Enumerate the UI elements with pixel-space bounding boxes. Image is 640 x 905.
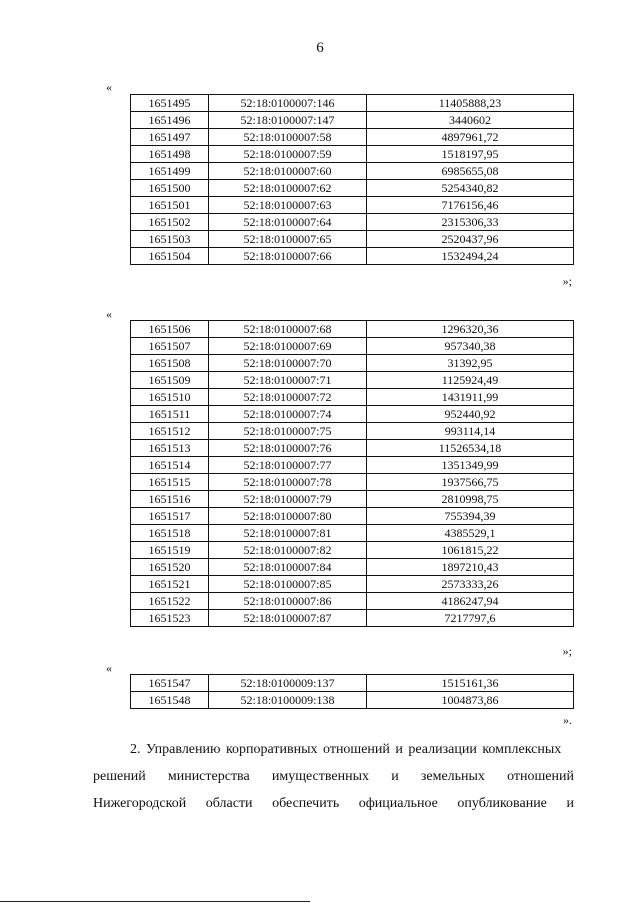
table-row xyxy=(131,214,574,231)
table-row xyxy=(131,474,574,491)
registry-number-cell: 1651515 xyxy=(131,474,209,491)
cadastral-number-cell: 52:18:0100007:65 xyxy=(209,231,367,248)
cadastral-table-3 xyxy=(130,674,574,709)
registry-number-cell: 1651501 xyxy=(131,197,209,214)
registry-number-cell: 1651500 xyxy=(131,180,209,197)
registry-number-cell: 1651548 xyxy=(131,692,209,709)
cadastral-number-cell: 52:18:0100007:70 xyxy=(209,355,367,372)
cadastral-number-cell: 52:18:0100007:72 xyxy=(209,389,367,406)
registry-number-cell: 1651517 xyxy=(131,508,209,525)
cadastral-number-cell: 52:18:0100007:85 xyxy=(209,576,367,593)
cadastral-number-cell: 52:18:0100009:137 xyxy=(209,675,367,692)
word: обеспечить xyxy=(272,796,340,811)
table-row xyxy=(131,338,574,355)
cadastral-number-cell: 52:18:0100007:76 xyxy=(209,440,367,457)
registry-number-cell: 1651547 xyxy=(131,675,209,692)
cadastral-number-cell: 52:18:0100007:75 xyxy=(209,423,367,440)
registry-number-cell: 1651496 xyxy=(131,112,209,129)
cadastral-number-cell: 52:18:0100007:68 xyxy=(209,321,367,338)
cadastral-number-cell: 52:18:0100007:84 xyxy=(209,559,367,576)
word: Нижегородской xyxy=(93,796,187,811)
value-cell: 7217797,6 xyxy=(367,610,574,627)
registry-number-cell: 1651516 xyxy=(131,491,209,508)
registry-number-cell: 1651506 xyxy=(131,321,209,338)
registry-number-cell: 1651503 xyxy=(131,231,209,248)
table-row xyxy=(131,542,574,559)
table-row xyxy=(131,372,574,389)
cadastral-number-cell: 52:18:0100007:74 xyxy=(209,406,367,423)
registry-number-cell: 1651519 xyxy=(131,542,209,559)
opening-quote: « xyxy=(106,661,112,675)
registry-number-cell: 1651522 xyxy=(131,593,209,610)
body-paragraph xyxy=(93,736,574,817)
table-row xyxy=(131,231,574,248)
opening-quote: « xyxy=(106,307,112,321)
cadastral-number-cell: 52:18:0100009:138 xyxy=(209,692,367,709)
registry-number-cell: 1651520 xyxy=(131,559,209,576)
registry-number-cell: 1651523 xyxy=(131,610,209,627)
value-cell: 6985655,08 xyxy=(367,163,574,180)
value-cell: 1937566,75 xyxy=(367,474,574,491)
value-cell: 1515161,36 xyxy=(367,675,574,692)
table-row xyxy=(131,559,574,576)
value-cell: 1004873,86 xyxy=(367,692,574,709)
cadastral-number-cell: 52:18:0100007:62 xyxy=(209,180,367,197)
paragraph-line: 2. Управлению корпоративных отношений и реализации комплексных xyxy=(130,742,562,757)
cadastral-number-cell: 52:18:0100007:64 xyxy=(209,214,367,231)
table-row xyxy=(131,508,574,525)
table-row xyxy=(131,389,574,406)
registry-number-cell: 1651502 xyxy=(131,214,209,231)
table-row xyxy=(131,197,574,214)
cadastral-number-cell: 52:18:0100007:69 xyxy=(209,338,367,355)
table-row xyxy=(131,576,574,593)
table-row xyxy=(131,112,574,129)
registry-number-cell: 1651521 xyxy=(131,576,209,593)
table-row xyxy=(131,457,574,474)
value-cell: 952440,92 xyxy=(367,406,574,423)
cadastral-number-cell: 52:18:0100007:147 xyxy=(209,112,367,129)
cadastral-number-cell: 52:18:0100007:81 xyxy=(209,525,367,542)
registry-number-cell: 1651495 xyxy=(131,95,209,112)
registry-number-cell: 1651509 xyxy=(131,372,209,389)
word: отношений xyxy=(507,769,574,784)
cadastral-number-cell: 52:18:0100007:60 xyxy=(209,163,367,180)
cadastral-number-cell: 52:18:0100007:87 xyxy=(209,610,367,627)
table-row xyxy=(131,593,574,610)
cadastral-number-cell: 52:18:0100007:78 xyxy=(209,474,367,491)
word: опубликование xyxy=(457,796,547,811)
cadastral-number-cell: 52:18:0100007:79 xyxy=(209,491,367,508)
word: области xyxy=(205,796,253,811)
value-cell: 11405888,23 xyxy=(367,95,574,112)
value-cell: 1125924,49 xyxy=(367,372,574,389)
registry-number-cell: 1651508 xyxy=(131,355,209,372)
value-cell: 2315306,33 xyxy=(367,214,574,231)
closing-quote: »; xyxy=(562,274,572,288)
registry-number-cell: 1651513 xyxy=(131,440,209,457)
value-cell: 755394,39 xyxy=(367,508,574,525)
cadastral-number-cell: 52:18:0100007:82 xyxy=(209,542,367,559)
registry-number-cell: 1651507 xyxy=(131,338,209,355)
closing-quote: »; xyxy=(562,644,572,658)
value-cell: 11526534,18 xyxy=(367,440,574,457)
registry-number-cell: 1651511 xyxy=(131,406,209,423)
cadastral-number-cell: 52:18:0100007:63 xyxy=(209,197,367,214)
paragraph-line xyxy=(93,790,574,817)
value-cell: 31392,95 xyxy=(367,355,574,372)
value-cell: 1351349,99 xyxy=(367,457,574,474)
table-row xyxy=(131,692,574,709)
cadastral-number-cell: 52:18:0100007:66 xyxy=(209,248,367,265)
table-row xyxy=(131,248,574,265)
cadastral-number-cell: 52:18:0100007:71 xyxy=(209,372,367,389)
cadastral-number-cell: 52:18:0100007:58 xyxy=(209,129,367,146)
value-cell: 5254340,82 xyxy=(367,180,574,197)
table-row xyxy=(131,146,574,163)
table-row xyxy=(131,423,574,440)
word: и xyxy=(391,769,399,784)
value-cell: 1518197,95 xyxy=(367,146,574,163)
word: имущественных xyxy=(271,769,370,784)
value-cell: 2573333,26 xyxy=(367,576,574,593)
paragraph-line xyxy=(93,763,574,790)
table-row xyxy=(131,180,574,197)
value-cell: 957340,38 xyxy=(367,338,574,355)
cadastral-table-1 xyxy=(130,94,574,265)
closing-quote: ». xyxy=(563,713,572,727)
table-row xyxy=(131,525,574,542)
table-row xyxy=(131,355,574,372)
page-edge-rule xyxy=(0,901,310,902)
cadastral-number-cell: 52:18:0100007:86 xyxy=(209,593,367,610)
value-cell: 7176156,46 xyxy=(367,197,574,214)
value-cell: 2810998,75 xyxy=(367,491,574,508)
page-number: 6 xyxy=(316,40,324,56)
table-row xyxy=(131,95,574,112)
registry-number-cell: 1651514 xyxy=(131,457,209,474)
value-cell: 1296320,36 xyxy=(367,321,574,338)
registry-number-cell: 1651504 xyxy=(131,248,209,265)
table-row xyxy=(131,321,574,338)
registry-number-cell: 1651497 xyxy=(131,129,209,146)
table-row xyxy=(131,163,574,180)
word: официальное xyxy=(358,796,438,811)
registry-number-cell: 1651498 xyxy=(131,146,209,163)
word: и xyxy=(566,796,574,811)
registry-number-cell: 1651499 xyxy=(131,163,209,180)
cadastral-number-cell: 52:18:0100007:77 xyxy=(209,457,367,474)
cadastral-number-cell: 52:18:0100007:59 xyxy=(209,146,367,163)
value-cell: 1431911,99 xyxy=(367,389,574,406)
table-row xyxy=(131,491,574,508)
value-cell: 1061815,22 xyxy=(367,542,574,559)
table-row xyxy=(131,610,574,627)
table-row xyxy=(131,440,574,457)
value-cell: 1897210,43 xyxy=(367,559,574,576)
cadastral-table-2 xyxy=(130,320,574,627)
table-row xyxy=(131,129,574,146)
value-cell: 4897961,72 xyxy=(367,129,574,146)
registry-number-cell: 1651510 xyxy=(131,389,209,406)
word: земельных xyxy=(420,769,485,784)
opening-quote: « xyxy=(106,80,112,94)
word: решений xyxy=(93,769,146,784)
value-cell: 993114,14 xyxy=(367,423,574,440)
cadastral-number-cell: 52:18:0100007:146 xyxy=(209,95,367,112)
registry-number-cell: 1651518 xyxy=(131,525,209,542)
table-row xyxy=(131,406,574,423)
word: министерства xyxy=(167,769,250,784)
value-cell: 1532494,24 xyxy=(367,248,574,265)
table-row xyxy=(131,675,574,692)
cadastral-number-cell: 52:18:0100007:80 xyxy=(209,508,367,525)
value-cell: 3440602 xyxy=(367,112,574,129)
registry-number-cell: 1651512 xyxy=(131,423,209,440)
value-cell: 4385529,1 xyxy=(367,525,574,542)
value-cell: 4186247,94 xyxy=(367,593,574,610)
value-cell: 2520437,96 xyxy=(367,231,574,248)
